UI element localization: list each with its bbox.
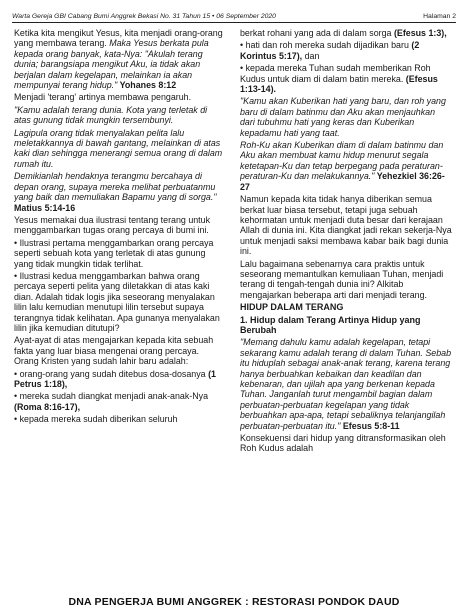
scripture-quote bbox=[240, 337, 452, 431]
text-run: Ketika kita mengikut Yesus, kita menjadi orang-orang yang membawa terang. bbox=[14, 28, 223, 49]
text-run: Lalu bagaimana sebenarnya cara praktis untuk seseorang memantulkan kemuliaan Tuhan, menjadi terang di tengah-tengah dunia ini? Alkitab mengajarkan beberapa arti dari menjadi terang. bbox=[240, 258, 444, 300]
scripture-reference: Yohanes 8:12 bbox=[117, 80, 177, 91]
scripture-reference: Matius 5:14-16 bbox=[14, 202, 76, 213]
text-run: HIDUP DALAM TERANG bbox=[240, 302, 344, 313]
bullet-item bbox=[14, 369, 226, 390]
text-run: "Kamu adalah terang dunia. Kota yang terletak di atas gunung tidak mungkin tersembunyi. bbox=[14, 104, 208, 126]
scripture-reference: Efesus 5:8-11 bbox=[340, 420, 400, 431]
bullet-item bbox=[14, 391, 226, 412]
text-run: dan bbox=[302, 50, 320, 61]
scripture-quote bbox=[14, 128, 226, 170]
text-run: kepada mereka Tuhan sudah memberikan Roh Kudus untuk diam di dalam batin mereka. bbox=[240, 63, 431, 84]
paragraph bbox=[14, 92, 226, 102]
text-run: hati dan roh mereka sudah dijadikan baru bbox=[245, 40, 412, 51]
text-run: Lagipula orang tidak menyalakan pelita lalu meletakkannya di bawah gantang, melainkan di atas kaki dian sehingga menerangi semua orang di dalam rumah itu. bbox=[14, 127, 223, 169]
text-run: Ilustrasi pertama menggambarkan orang percaya seperti sebuah kota yang terletak di atas gunung yang tidak mungkin tidak terlihat. bbox=[14, 237, 214, 269]
right-column bbox=[240, 28, 452, 593]
text-run: Ilustrasi kedua menggambarkan bahwa orang percaya seperti pelita yang diletakkan di atas kaki dian. Adalah tidak logis jika seseorang menyalakan lilin lalu kemudian menutupi lilin tersebut supaya terangnya tidak kelihatan. Apa gunanya menyalakan lilin jika kemudian ditutupi? bbox=[14, 270, 220, 333]
scripture-reference: (Efesus 1:13-14). bbox=[240, 73, 438, 95]
bullet-item bbox=[14, 271, 226, 333]
page-number: Halaman 2 bbox=[423, 13, 456, 20]
scripture-reference: (Roma 8:16-17), bbox=[14, 401, 81, 412]
text-run: Konsekuensi dari hidup yang ditransformasikan oleh Roh Kudus adalah bbox=[240, 433, 446, 454]
page-footer: DNA PENGERJA BUMI ANGGREK : RESTORASI PONDOK DAUD bbox=[68, 596, 400, 608]
paragraph bbox=[240, 259, 452, 301]
paragraph bbox=[14, 215, 226, 236]
text-run: Maka Yesus berkata pula kepada orang banyak, kata-Nya: "Akulah terang dunia; barangsiapa mengikut Aku, ia tidak akan berjalan dalam kegelapan, melainkan ia akan mempunyai terang hidup." bbox=[14, 38, 209, 91]
text-run: kepada mereka sudah diberikan seluruh bbox=[19, 414, 178, 425]
text-run: Yesus memakai dua ilustrasi tentang terang untuk menggambarkan tugas orang percaya di bumi ini. bbox=[14, 214, 211, 236]
scripture-quote bbox=[240, 140, 452, 192]
scripture-quote bbox=[14, 105, 226, 126]
text-run: Ayat-ayat di atas mengajarkan kepada kita sebuah fakta yang luar biasa mengenai orang percaya. Orang Kristen yang sudah lahir baru adalah: bbox=[14, 335, 214, 367]
bullet-item bbox=[14, 414, 226, 424]
text-run: "Memang dahulu kamu adalah kegelapan, tetapi sekarang kamu adalah terang di dalam Tuhan. Sebab itu hiduplah sebagai anak-anak terang, karena terang hanya berbuahkan kebaikan dan keadilan dan kebenaran, dan ujilah apa yang berkenan kepada Tuhan. Janganlah turut mengambil bagian dalam perbuatan-perbuatan kegelapan yang tidak berbuahkan apa-apa, tetapi sebaliknya telanjangilah perbuatan-perbuatan itu." bbox=[240, 337, 452, 431]
scripture-reference: (2 Korintus 5:17), bbox=[240, 40, 420, 61]
section-heading bbox=[240, 315, 452, 336]
text-run: Namun kepada kita tidak hanya diberikan semua berkat luar biasa tersebut, tetapi juga sebuah kehormatan untuk menjadi duta besar dari kerajaan Allah di dunia ini. Kita diangkat jadi rekan sekerja-Nya untuk menjadi saksi membawa kabar baik bagi dunia ini. bbox=[240, 194, 452, 257]
paragraph bbox=[240, 28, 452, 38]
paragraph bbox=[240, 194, 452, 256]
scripture-quote bbox=[240, 96, 452, 138]
text-run: "Kamu akan Kuberikan hati yang baru, dan roh yang baru di dalam batinmu dan Aku akan menjauhkan dari tubuhmu hati yang keras dan Kuberikan kepadamu hati yang taat. bbox=[240, 96, 446, 138]
text-run: 1. Hidup dalam Terang Artinya Hidup yang Berubah bbox=[240, 314, 421, 335]
text-run: Roh-Ku akan Kuberikan diam di dalam batinmu dan Aku akan membuat kamu hidup menurut segala ketetapan-Ku dan tetap berpegang pada peraturan-peraturan-Ku dan melakukannya." bbox=[240, 140, 444, 182]
scripture-quote bbox=[14, 171, 226, 213]
page-header bbox=[12, 7, 456, 23]
scripture-reference: (1 Petrus 1:18), bbox=[14, 368, 216, 389]
text-run: orang-orang yang sudah ditebus dosa-dosanya bbox=[19, 368, 209, 379]
bullet-item bbox=[14, 238, 226, 269]
text-run: Menjadi 'terang' artinya membawa pengaruh. bbox=[14, 92, 192, 103]
text-run: berkat rohani yang ada di dalam sorga bbox=[240, 28, 394, 38]
scripture-reference: (Efesus 1:3), bbox=[393, 28, 447, 38]
bullet-item bbox=[240, 40, 452, 61]
text-run: mereka sudah diangkat menjadi anak-anak-Nya bbox=[19, 391, 209, 402]
text-run: Demikianlah hendaknya terangmu bercahaya di depan orang, supaya mereka melihat perbuatanmu yang baik dan memuliakan Bapamu yang di sorga." bbox=[14, 171, 217, 203]
left-column bbox=[14, 28, 226, 593]
bulletin-info: Warta Gereja GBI Cabang Bumi Anggrek Bekasi No. 31 Tahun 15 • 06 September 2020 bbox=[12, 13, 276, 20]
paragraph bbox=[14, 335, 226, 366]
paragraph bbox=[14, 28, 226, 90]
paragraph bbox=[240, 433, 452, 454]
bullet-item bbox=[240, 63, 452, 94]
scripture-reference: Yehezkiel 36:26-27 bbox=[240, 171, 445, 192]
section-heading bbox=[240, 302, 452, 312]
